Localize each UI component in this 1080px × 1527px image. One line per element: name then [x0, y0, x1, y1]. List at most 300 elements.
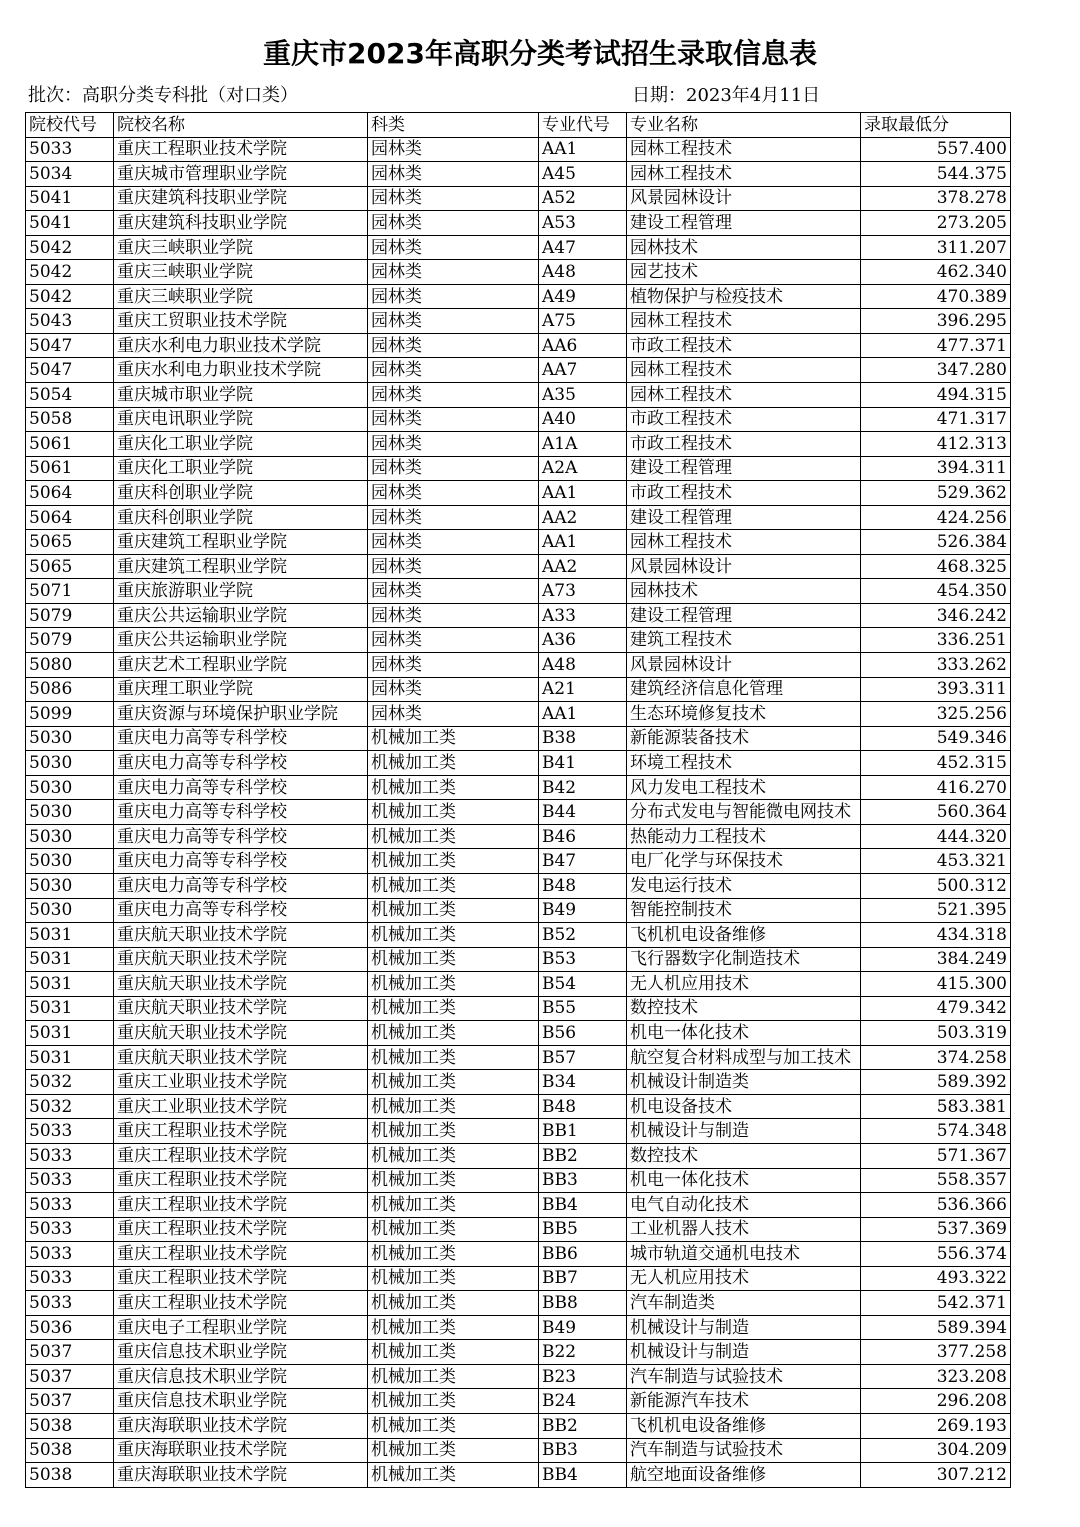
table-row: [26, 1094, 1011, 1119]
school-code-cell: 5086: [26, 677, 114, 702]
table-row: [26, 1266, 1011, 1291]
min-score-cell: 589.392: [861, 1070, 1011, 1095]
school-code-cell: 5061: [26, 456, 114, 481]
major-code-cell: BB6: [539, 1242, 627, 1267]
school-code-cell: 5033: [26, 1193, 114, 1218]
school-code-cell: 5071: [26, 579, 114, 604]
category-cell: 机械加工类: [368, 898, 539, 923]
major-code-cell: BB3: [539, 1438, 627, 1463]
major-name-cell: 环境工程技术: [627, 751, 861, 776]
major-code-cell: B42: [539, 775, 627, 800]
category-cell: 机械加工类: [368, 1266, 539, 1291]
category-cell: 机械加工类: [368, 873, 539, 898]
table-row: [26, 1389, 1011, 1414]
major-code-cell: A47: [539, 235, 627, 260]
table-row: [26, 1413, 1011, 1438]
major-code-cell: A1A: [539, 432, 627, 457]
major-name-cell: 市政工程技术: [627, 481, 861, 506]
major-name-cell: 市政工程技术: [627, 333, 861, 358]
category-cell: 机械加工类: [368, 972, 539, 997]
table-row: [26, 1217, 1011, 1242]
category-cell: 机械加工类: [368, 923, 539, 948]
major-code-cell: B47: [539, 849, 627, 874]
school-name-cell: 重庆工程职业技术学院: [114, 137, 368, 162]
school-name-cell: 重庆航天职业技术学院: [114, 1045, 368, 1070]
major-code-cell: A2A: [539, 456, 627, 481]
category-cell: 园林类: [368, 137, 539, 162]
table-row: [26, 1463, 1011, 1488]
major-code-cell: BB2: [539, 1143, 627, 1168]
min-score-cell: 378.278: [861, 186, 1011, 211]
school-code-cell: 5033: [26, 1217, 114, 1242]
table-row: [26, 702, 1011, 727]
school-name-cell: 重庆工程职业技术学院: [114, 1242, 368, 1267]
major-name-cell: 园林工程技术: [627, 358, 861, 383]
category-cell: 园林类: [368, 653, 539, 678]
school-code-cell: 5079: [26, 603, 114, 628]
major-code-cell: B41: [539, 751, 627, 776]
major-code-cell: BB4: [539, 1463, 627, 1488]
table-row: [26, 751, 1011, 776]
category-cell: 机械加工类: [368, 1364, 539, 1389]
category-cell: 园林类: [368, 554, 539, 579]
min-score-cell: 434.318: [861, 923, 1011, 948]
table-row: [26, 1021, 1011, 1046]
major-name-cell: 汽车制造与试验技术: [627, 1438, 861, 1463]
major-code-cell: B44: [539, 800, 627, 825]
major-code-cell: A52: [539, 186, 627, 211]
category-cell: 机械加工类: [368, 1119, 539, 1144]
category-cell: 机械加工类: [368, 726, 539, 751]
major-name-cell: 风景园林设计: [627, 186, 861, 211]
major-code-cell: B55: [539, 996, 627, 1021]
table-row: [26, 554, 1011, 579]
table-row: [26, 456, 1011, 481]
major-name-cell: 航空地面设备维修: [627, 1463, 861, 1488]
min-score-cell: 377.258: [861, 1340, 1011, 1365]
major-code-cell: B49: [539, 898, 627, 923]
major-name-cell: 新能源汽车技术: [627, 1389, 861, 1414]
table-row: [26, 530, 1011, 555]
major-name-cell: 无人机应用技术: [627, 972, 861, 997]
min-score-cell: 416.270: [861, 775, 1011, 800]
major-code-cell: B49: [539, 1315, 627, 1340]
major-name-cell: 建设工程管理: [627, 456, 861, 481]
school-name-cell: 重庆工程职业技术学院: [114, 1143, 368, 1168]
min-score-cell: 544.375: [861, 162, 1011, 187]
school-name-cell: 重庆航天职业技术学院: [114, 996, 368, 1021]
school-code-cell: 5031: [26, 996, 114, 1021]
table-row: [26, 1438, 1011, 1463]
major-name-cell: 园林技术: [627, 235, 861, 260]
major-name-cell: 电厂化学与环保技术: [627, 849, 861, 874]
category-cell: 机械加工类: [368, 1070, 539, 1095]
major-name-cell: 建设工程管理: [627, 505, 861, 530]
school-name-cell: 重庆电力高等专科学校: [114, 849, 368, 874]
school-code-cell: 5058: [26, 407, 114, 432]
min-score-cell: 549.346: [861, 726, 1011, 751]
table-row: [26, 358, 1011, 383]
major-name-cell: 机械设计制造类: [627, 1070, 861, 1095]
category-cell: 机械加工类: [368, 1168, 539, 1193]
category-cell: 园林类: [368, 530, 539, 555]
school-code-cell: 5043: [26, 309, 114, 334]
school-code-cell: 5033: [26, 1119, 114, 1144]
table-row: [26, 505, 1011, 530]
school-code-cell: 5030: [26, 726, 114, 751]
major-code-cell: A53: [539, 211, 627, 236]
school-name-cell: 重庆科创职业学院: [114, 481, 368, 506]
category-cell: 机械加工类: [368, 1413, 539, 1438]
school-name-cell: 重庆工贸职业技术学院: [114, 309, 368, 334]
table-row: [26, 677, 1011, 702]
major-name-cell: 建设工程管理: [627, 211, 861, 236]
category-cell: 机械加工类: [368, 1438, 539, 1463]
school-name-cell: 重庆资源与环境保护职业学院: [114, 702, 368, 727]
school-code-cell: 5033: [26, 1143, 114, 1168]
table-row: [26, 1340, 1011, 1365]
min-score-cell: 470.389: [861, 284, 1011, 309]
major-name-cell: 数控技术: [627, 1143, 861, 1168]
min-score-cell: 412.313: [861, 432, 1011, 457]
major-code-cell: A45: [539, 162, 627, 187]
school-name-cell: 重庆公共运输职业学院: [114, 628, 368, 653]
table-row: [26, 849, 1011, 874]
category-cell: 机械加工类: [368, 1021, 539, 1046]
min-score-cell: 493.322: [861, 1266, 1011, 1291]
min-score-cell: 536.366: [861, 1193, 1011, 1218]
category-cell: 机械加工类: [368, 1143, 539, 1168]
table-row: [26, 1168, 1011, 1193]
school-name-cell: 重庆电子工程职业学院: [114, 1315, 368, 1340]
school-code-cell: 5065: [26, 530, 114, 555]
table-row: [26, 1143, 1011, 1168]
header-school-code: 院校代号: [26, 113, 114, 138]
school-name-cell: 重庆水利电力职业技术学院: [114, 333, 368, 358]
category-cell: 园林类: [368, 186, 539, 211]
min-score-cell: 415.300: [861, 972, 1011, 997]
major-name-cell: 发电运行技术: [627, 873, 861, 898]
table-row: [26, 923, 1011, 948]
min-score-cell: 500.312: [861, 873, 1011, 898]
school-name-cell: 重庆航天职业技术学院: [114, 972, 368, 997]
school-name-cell: 重庆电力高等专科学校: [114, 751, 368, 776]
major-code-cell: B56: [539, 1021, 627, 1046]
table-row: [26, 481, 1011, 506]
min-score-cell: 307.212: [861, 1463, 1011, 1488]
major-code-cell: A48: [539, 260, 627, 285]
major-name-cell: 无人机应用技术: [627, 1266, 861, 1291]
major-name-cell: 机电一体化技术: [627, 1021, 861, 1046]
school-code-cell: 5065: [26, 554, 114, 579]
major-code-cell: B38: [539, 726, 627, 751]
min-score-cell: 521.395: [861, 898, 1011, 923]
school-name-cell: 重庆旅游职业学院: [114, 579, 368, 604]
table-row: [26, 1364, 1011, 1389]
table-row: [26, 1119, 1011, 1144]
school-code-cell: 5032: [26, 1070, 114, 1095]
school-code-cell: 5080: [26, 653, 114, 678]
major-code-cell: B57: [539, 1045, 627, 1070]
table-row: [26, 726, 1011, 751]
major-code-cell: A48: [539, 653, 627, 678]
category-cell: 机械加工类: [368, 1389, 539, 1414]
major-name-cell: 飞机机电设备维修: [627, 923, 861, 948]
school-name-cell: 重庆三峡职业学院: [114, 284, 368, 309]
school-code-cell: 5079: [26, 628, 114, 653]
school-code-cell: 5030: [26, 824, 114, 849]
table-body: [26, 113, 1011, 1488]
category-cell: 园林类: [368, 284, 539, 309]
school-code-cell: 5033: [26, 1242, 114, 1267]
school-code-cell: 5030: [26, 898, 114, 923]
school-code-cell: 5031: [26, 972, 114, 997]
school-name-cell: 重庆城市职业学院: [114, 383, 368, 408]
major-name-cell: 工业机器人技术: [627, 1217, 861, 1242]
school-code-cell: 5038: [26, 1463, 114, 1488]
min-score-cell: 452.315: [861, 751, 1011, 776]
major-code-cell: B34: [539, 1070, 627, 1095]
header-major-code: 专业代号: [539, 113, 627, 138]
school-name-cell: 重庆工程职业技术学院: [114, 1168, 368, 1193]
min-score-cell: 444.320: [861, 824, 1011, 849]
school-name-cell: 重庆建筑工程职业学院: [114, 554, 368, 579]
header-school-name: 院校名称: [114, 113, 368, 138]
school-code-cell: 5033: [26, 1266, 114, 1291]
table-row: [26, 824, 1011, 849]
category-cell: 园林类: [368, 677, 539, 702]
category-cell: 机械加工类: [368, 775, 539, 800]
school-code-cell: 5033: [26, 1291, 114, 1316]
major-code-cell: B48: [539, 873, 627, 898]
school-name-cell: 重庆海联职业技术学院: [114, 1438, 368, 1463]
table-row: [26, 235, 1011, 260]
major-code-cell: BB3: [539, 1168, 627, 1193]
school-code-cell: 5054: [26, 383, 114, 408]
major-code-cell: B52: [539, 923, 627, 948]
table-row: [26, 137, 1011, 162]
header-major-name: 专业名称: [627, 113, 861, 138]
major-name-cell: 机电设备技术: [627, 1094, 861, 1119]
min-score-cell: 453.321: [861, 849, 1011, 874]
school-name-cell: 重庆建筑工程职业学院: [114, 530, 368, 555]
table-row: [26, 1193, 1011, 1218]
min-score-cell: 347.280: [861, 358, 1011, 383]
table-row: [26, 800, 1011, 825]
min-score-cell: 296.208: [861, 1389, 1011, 1414]
table-row: [26, 432, 1011, 457]
major-code-cell: BB4: [539, 1193, 627, 1218]
school-name-cell: 重庆海联职业技术学院: [114, 1463, 368, 1488]
school-name-cell: 重庆工程职业技术学院: [114, 1291, 368, 1316]
major-code-cell: B48: [539, 1094, 627, 1119]
category-cell: 机械加工类: [368, 996, 539, 1021]
major-code-cell: BB5: [539, 1217, 627, 1242]
min-score-cell: 269.193: [861, 1413, 1011, 1438]
school-code-cell: 5037: [26, 1340, 114, 1365]
school-code-cell: 5041: [26, 211, 114, 236]
major-name-cell: 城市轨道交通机电技术: [627, 1242, 861, 1267]
category-cell: 园林类: [368, 407, 539, 432]
min-score-cell: 374.258: [861, 1045, 1011, 1070]
date-label: 日期：2023年4月11日: [632, 85, 821, 106]
school-name-cell: 重庆科创职业学院: [114, 505, 368, 530]
min-score-cell: 477.371: [861, 333, 1011, 358]
table-row: [26, 1045, 1011, 1070]
major-code-cell: A21: [539, 677, 627, 702]
school-name-cell: 重庆工程职业技术学院: [114, 1193, 368, 1218]
header-min-score: 录取最低分: [861, 113, 1011, 138]
school-code-cell: 5047: [26, 358, 114, 383]
school-name-cell: 重庆公共运输职业学院: [114, 603, 368, 628]
major-name-cell: 机械设计与制造: [627, 1315, 861, 1340]
major-name-cell: 飞行器数字化制造技术: [627, 947, 861, 972]
major-name-cell: 热能动力工程技术: [627, 824, 861, 849]
major-code-cell: A73: [539, 579, 627, 604]
min-score-cell: 325.256: [861, 702, 1011, 727]
school-code-cell: 5038: [26, 1438, 114, 1463]
school-code-cell: 5030: [26, 751, 114, 776]
category-cell: 机械加工类: [368, 800, 539, 825]
school-code-cell: 5032: [26, 1094, 114, 1119]
school-code-cell: 5061: [26, 432, 114, 457]
major-name-cell: 汽车制造类: [627, 1291, 861, 1316]
major-name-cell: 电气自动化技术: [627, 1193, 861, 1218]
major-name-cell: 市政工程技术: [627, 407, 861, 432]
min-score-cell: 394.311: [861, 456, 1011, 481]
school-name-cell: 重庆建筑科技职业学院: [114, 186, 368, 211]
school-code-cell: 5047: [26, 333, 114, 358]
major-name-cell: 新能源装备技术: [627, 726, 861, 751]
major-name-cell: 智能控制技术: [627, 898, 861, 923]
category-cell: 机械加工类: [368, 1045, 539, 1070]
min-score-cell: 479.342: [861, 996, 1011, 1021]
school-name-cell: 重庆三峡职业学院: [114, 235, 368, 260]
min-score-cell: 583.381: [861, 1094, 1011, 1119]
major-code-cell: AA1: [539, 530, 627, 555]
major-code-cell: AA1: [539, 702, 627, 727]
min-score-cell: 323.208: [861, 1364, 1011, 1389]
min-score-cell: 494.315: [861, 383, 1011, 408]
school-code-cell: 5030: [26, 849, 114, 874]
min-score-cell: 311.207: [861, 235, 1011, 260]
school-name-cell: 重庆工程职业技术学院: [114, 1217, 368, 1242]
school-name-cell: 重庆工业职业技术学院: [114, 1094, 368, 1119]
table-row: [26, 996, 1011, 1021]
major-name-cell: 植物保护与检疫技术: [627, 284, 861, 309]
min-score-cell: 384.249: [861, 947, 1011, 972]
school-name-cell: 重庆航天职业技术学院: [114, 1021, 368, 1046]
min-score-cell: 393.311: [861, 677, 1011, 702]
table-row: [26, 211, 1011, 236]
major-name-cell: 园林工程技术: [627, 309, 861, 334]
min-score-cell: 560.364: [861, 800, 1011, 825]
major-name-cell: 园林工程技术: [627, 383, 861, 408]
school-name-cell: 重庆电力高等专科学校: [114, 824, 368, 849]
table-row: [26, 1291, 1011, 1316]
table-row: [26, 407, 1011, 432]
category-cell: 园林类: [368, 333, 539, 358]
category-cell: 园林类: [368, 383, 539, 408]
category-cell: 机械加工类: [368, 947, 539, 972]
school-name-cell: 重庆电力高等专科学校: [114, 775, 368, 800]
school-code-cell: 5042: [26, 260, 114, 285]
school-name-cell: 重庆信息技术职业学院: [114, 1364, 368, 1389]
school-name-cell: 重庆水利电力职业技术学院: [114, 358, 368, 383]
school-name-cell: 重庆化工职业学院: [114, 456, 368, 481]
major-name-cell: 风景园林设计: [627, 653, 861, 678]
major-code-cell: B46: [539, 824, 627, 849]
school-name-cell: 重庆海联职业技术学院: [114, 1413, 368, 1438]
min-score-cell: 471.317: [861, 407, 1011, 432]
school-name-cell: 重庆建筑科技职业学院: [114, 211, 368, 236]
min-score-cell: 336.251: [861, 628, 1011, 653]
major-code-cell: BB7: [539, 1266, 627, 1291]
category-cell: 机械加工类: [368, 1242, 539, 1267]
major-name-cell: 园艺技术: [627, 260, 861, 285]
school-name-cell: 重庆艺术工程职业学院: [114, 653, 368, 678]
major-code-cell: A36: [539, 628, 627, 653]
major-name-cell: 园林工程技术: [627, 530, 861, 555]
school-code-cell: 5030: [26, 800, 114, 825]
school-code-cell: 5031: [26, 947, 114, 972]
table-row: [26, 1070, 1011, 1095]
major-code-cell: A33: [539, 603, 627, 628]
school-code-cell: 5042: [26, 235, 114, 260]
school-code-cell: 5033: [26, 137, 114, 162]
school-code-cell: 5064: [26, 481, 114, 506]
table-row: [26, 309, 1011, 334]
table-row: [26, 186, 1011, 211]
school-code-cell: 5037: [26, 1389, 114, 1414]
school-name-cell: 重庆理工职业学院: [114, 677, 368, 702]
admission-table: [25, 112, 1011, 1488]
min-score-cell: 333.262: [861, 653, 1011, 678]
major-name-cell: 建筑经济信息化管理: [627, 677, 861, 702]
school-code-cell: 5038: [26, 1413, 114, 1438]
school-code-cell: 5064: [26, 505, 114, 530]
batch-label: 批次：高职分类专科批（对口类）: [28, 85, 298, 106]
major-name-cell: 风力发电工程技术: [627, 775, 861, 800]
school-code-cell: 5099: [26, 702, 114, 727]
major-code-cell: B22: [539, 1340, 627, 1365]
min-score-cell: 273.205: [861, 211, 1011, 236]
category-cell: 机械加工类: [368, 1291, 539, 1316]
page-title: 重庆市2023年高职分类考试招生录取信息表: [263, 37, 817, 70]
major-code-cell: A35: [539, 383, 627, 408]
school-name-cell: 重庆城市管理职业学院: [114, 162, 368, 187]
table-row: [26, 260, 1011, 285]
major-code-cell: B24: [539, 1389, 627, 1414]
category-cell: 园林类: [368, 309, 539, 334]
table-row: [26, 603, 1011, 628]
min-score-cell: 526.384: [861, 530, 1011, 555]
header-category: 科类: [368, 113, 539, 138]
school-name-cell: 重庆工程职业技术学院: [114, 1266, 368, 1291]
category-cell: 机械加工类: [368, 1094, 539, 1119]
table-header-row: [26, 113, 1011, 138]
school-code-cell: 5033: [26, 1168, 114, 1193]
major-code-cell: AA7: [539, 358, 627, 383]
table-row: [26, 383, 1011, 408]
school-name-cell: 重庆工业职业技术学院: [114, 1070, 368, 1095]
category-cell: 园林类: [368, 481, 539, 506]
table-row: [26, 653, 1011, 678]
min-score-cell: 542.371: [861, 1291, 1011, 1316]
min-score-cell: 557.400: [861, 137, 1011, 162]
category-cell: 园林类: [368, 162, 539, 187]
category-cell: 机械加工类: [368, 1340, 539, 1365]
